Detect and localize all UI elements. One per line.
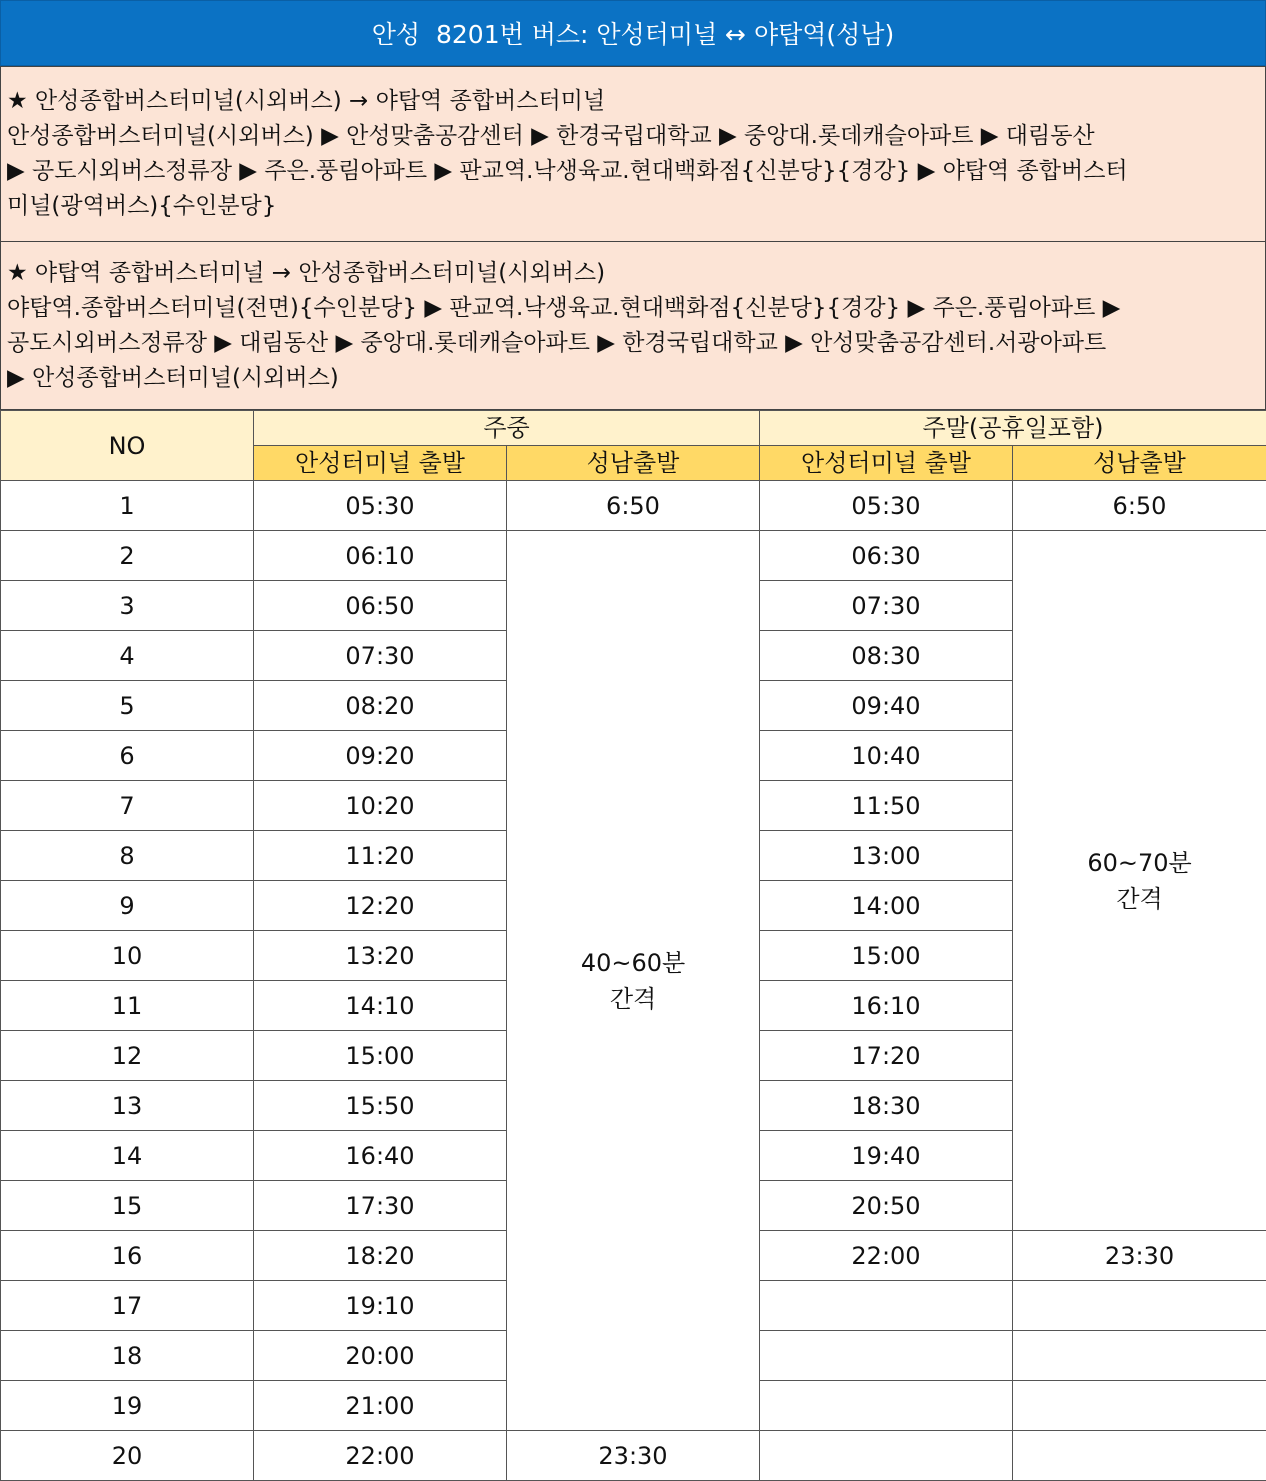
table-row (1, 1431, 1266, 1481)
weekend-seongnam-time (1013, 1331, 1266, 1381)
weekday-anseong-time: 12:20 (254, 881, 507, 931)
weekday-anseong-time: 06:50 (254, 581, 507, 631)
weekend-anseong-time: 18:30 (760, 1081, 1013, 1131)
weekend-anseong-time (760, 1331, 1013, 1381)
weekday-seongnam-time: 23:30 (507, 1431, 760, 1481)
row-number: 6 (1, 731, 254, 781)
weekend-header: 주말(공휴일포함) (760, 411, 1266, 446)
route-line: 안성종합버스터미널(시외버스) ▶ 안성맞춤공감센터 ▶ 한경국립대학교 ▶ 중앙대.롯데캐슬아파트 ▶ 대림동산 (7, 119, 1259, 154)
weekend-anseong-time: 14:00 (760, 881, 1013, 931)
row-number: 20 (1, 1431, 254, 1481)
weekday-anseong-header: 안성터미널 출발 (254, 446, 507, 481)
weekend-anseong-time: 15:00 (760, 931, 1013, 981)
schedule-body (1, 481, 1266, 1481)
row-number: 4 (1, 631, 254, 681)
weekend-anseong-time: 11:50 (760, 781, 1013, 831)
weekday-anseong-time: 17:30 (254, 1181, 507, 1231)
route-line: 공도시외버스정류장 ▶ 대림동산 ▶ 중앙대.롯데캐슬아파트 ▶ 한경국립대학교 ▶ 안성맞춤공감센터.서광아파트 (7, 326, 1259, 361)
weekend-seongnam-time: 23:30 (1013, 1231, 1266, 1281)
table-row (1, 531, 1266, 581)
row-number: 7 (1, 781, 254, 831)
weekday-anseong-time: 14:10 (254, 981, 507, 1031)
route-line: ▶ 안성종합버스터미널(시외버스) (7, 361, 1259, 396)
weekend-seongnam-time (1013, 1281, 1266, 1331)
route-outbound (0, 66, 1266, 242)
weekend-anseong-time: 09:40 (760, 681, 1013, 731)
route-inbound (0, 241, 1266, 410)
row-number: 17 (1, 1281, 254, 1331)
weekend-anseong-time (760, 1381, 1013, 1431)
weekday-seongnam-header: 성남출발 (507, 446, 760, 481)
weekday-anseong-time: 08:20 (254, 681, 507, 731)
route-heading: ★ 안성종합버스터미널(시외버스) → 야탑역 종합버스터미널 (7, 84, 1259, 119)
row-number: 15 (1, 1181, 254, 1231)
weekend-anseong-header: 안성터미널 출발 (760, 446, 1013, 481)
weekday-anseong-time: 18:20 (254, 1231, 507, 1281)
row-number: 1 (1, 481, 254, 531)
weekday-anseong-time: 10:20 (254, 781, 507, 831)
row-number: 12 (1, 1031, 254, 1081)
weekday-anseong-time: 19:10 (254, 1281, 507, 1331)
weekday-anseong-time: 15:50 (254, 1081, 507, 1131)
weekend-anseong-time: 07:30 (760, 581, 1013, 631)
row-number: 18 (1, 1331, 254, 1381)
weekend-anseong-time: 19:40 (760, 1131, 1013, 1181)
row-number: 16 (1, 1231, 254, 1281)
weekend-interval-note: 60~70분 간격 (1013, 531, 1266, 1231)
schedule-table (0, 410, 1266, 1481)
weekend-seongnam-header: 성남출발 (1013, 446, 1266, 481)
row-number: 3 (1, 581, 254, 631)
route-heading: ★ 야탑역 종합버스터미널 → 안성종합버스터미널(시외버스) (7, 256, 1259, 291)
weekday-anseong-time: 11:20 (254, 831, 507, 881)
route-line: 야탑역.종합버스터미널(전면){수인분당} ▶ 판교역.낙생육교.현대백화점{신분당}{경강} ▶ 주은.풍림아파트 ▶ (7, 291, 1259, 326)
weekday-interval-note: 40~60분 간격 (507, 531, 760, 1431)
weekday-anseong-time: 06:10 (254, 531, 507, 581)
weekday-anseong-time: 21:00 (254, 1381, 507, 1431)
table-row (1, 481, 1266, 531)
weekday-header: 주중 (254, 411, 760, 446)
row-number: 10 (1, 931, 254, 981)
weekend-seongnam-time: 6:50 (1013, 481, 1266, 531)
route-line: ▶ 공도시외버스정류장 ▶ 주은.풍림아파트 ▶ 판교역.낙생육교.현대백화점{신분당}{경강} ▶ 야탑역 종합버스터 (7, 154, 1259, 189)
weekday-anseong-time: 05:30 (254, 481, 507, 531)
row-number: 9 (1, 881, 254, 931)
row-number: 8 (1, 831, 254, 881)
weekend-anseong-time: 08:30 (760, 631, 1013, 681)
weekday-anseong-time: 20:00 (254, 1331, 507, 1381)
weekend-anseong-time: 05:30 (760, 481, 1013, 531)
weekend-anseong-time: 16:10 (760, 981, 1013, 1031)
row-number: 2 (1, 531, 254, 581)
weekend-anseong-time (760, 1431, 1013, 1481)
row-number: 5 (1, 681, 254, 731)
weekday-anseong-time: 22:00 (254, 1431, 507, 1481)
row-number: 14 (1, 1131, 254, 1181)
weekday-anseong-time: 15:00 (254, 1031, 507, 1081)
weekday-anseong-time: 16:40 (254, 1131, 507, 1181)
row-number: 11 (1, 981, 254, 1031)
weekday-anseong-time: 13:20 (254, 931, 507, 981)
weekend-anseong-time: 10:40 (760, 731, 1013, 781)
weekend-anseong-time (760, 1281, 1013, 1331)
no-header: NO (1, 411, 254, 481)
weekend-anseong-time: 17:20 (760, 1031, 1013, 1081)
weekend-seongnam-time (1013, 1431, 1266, 1481)
route-line: 미널(광역버스){수인분당} (7, 189, 1259, 224)
weekend-seongnam-time (1013, 1381, 1266, 1431)
weekday-anseong-time: 07:30 (254, 631, 507, 681)
weekend-anseong-time: 13:00 (760, 831, 1013, 881)
row-number: 13 (1, 1081, 254, 1131)
weekend-anseong-time: 06:30 (760, 531, 1013, 581)
weekend-anseong-time: 22:00 (760, 1231, 1013, 1281)
page-title: 안성 8201번 버스: 안성터미널 ↔ 야탑역(성남) (0, 0, 1266, 66)
weekend-anseong-time: 20:50 (760, 1181, 1013, 1231)
weekday-anseong-time: 09:20 (254, 731, 507, 781)
row-number: 19 (1, 1381, 254, 1431)
weekday-seongnam-time: 6:50 (507, 481, 760, 531)
